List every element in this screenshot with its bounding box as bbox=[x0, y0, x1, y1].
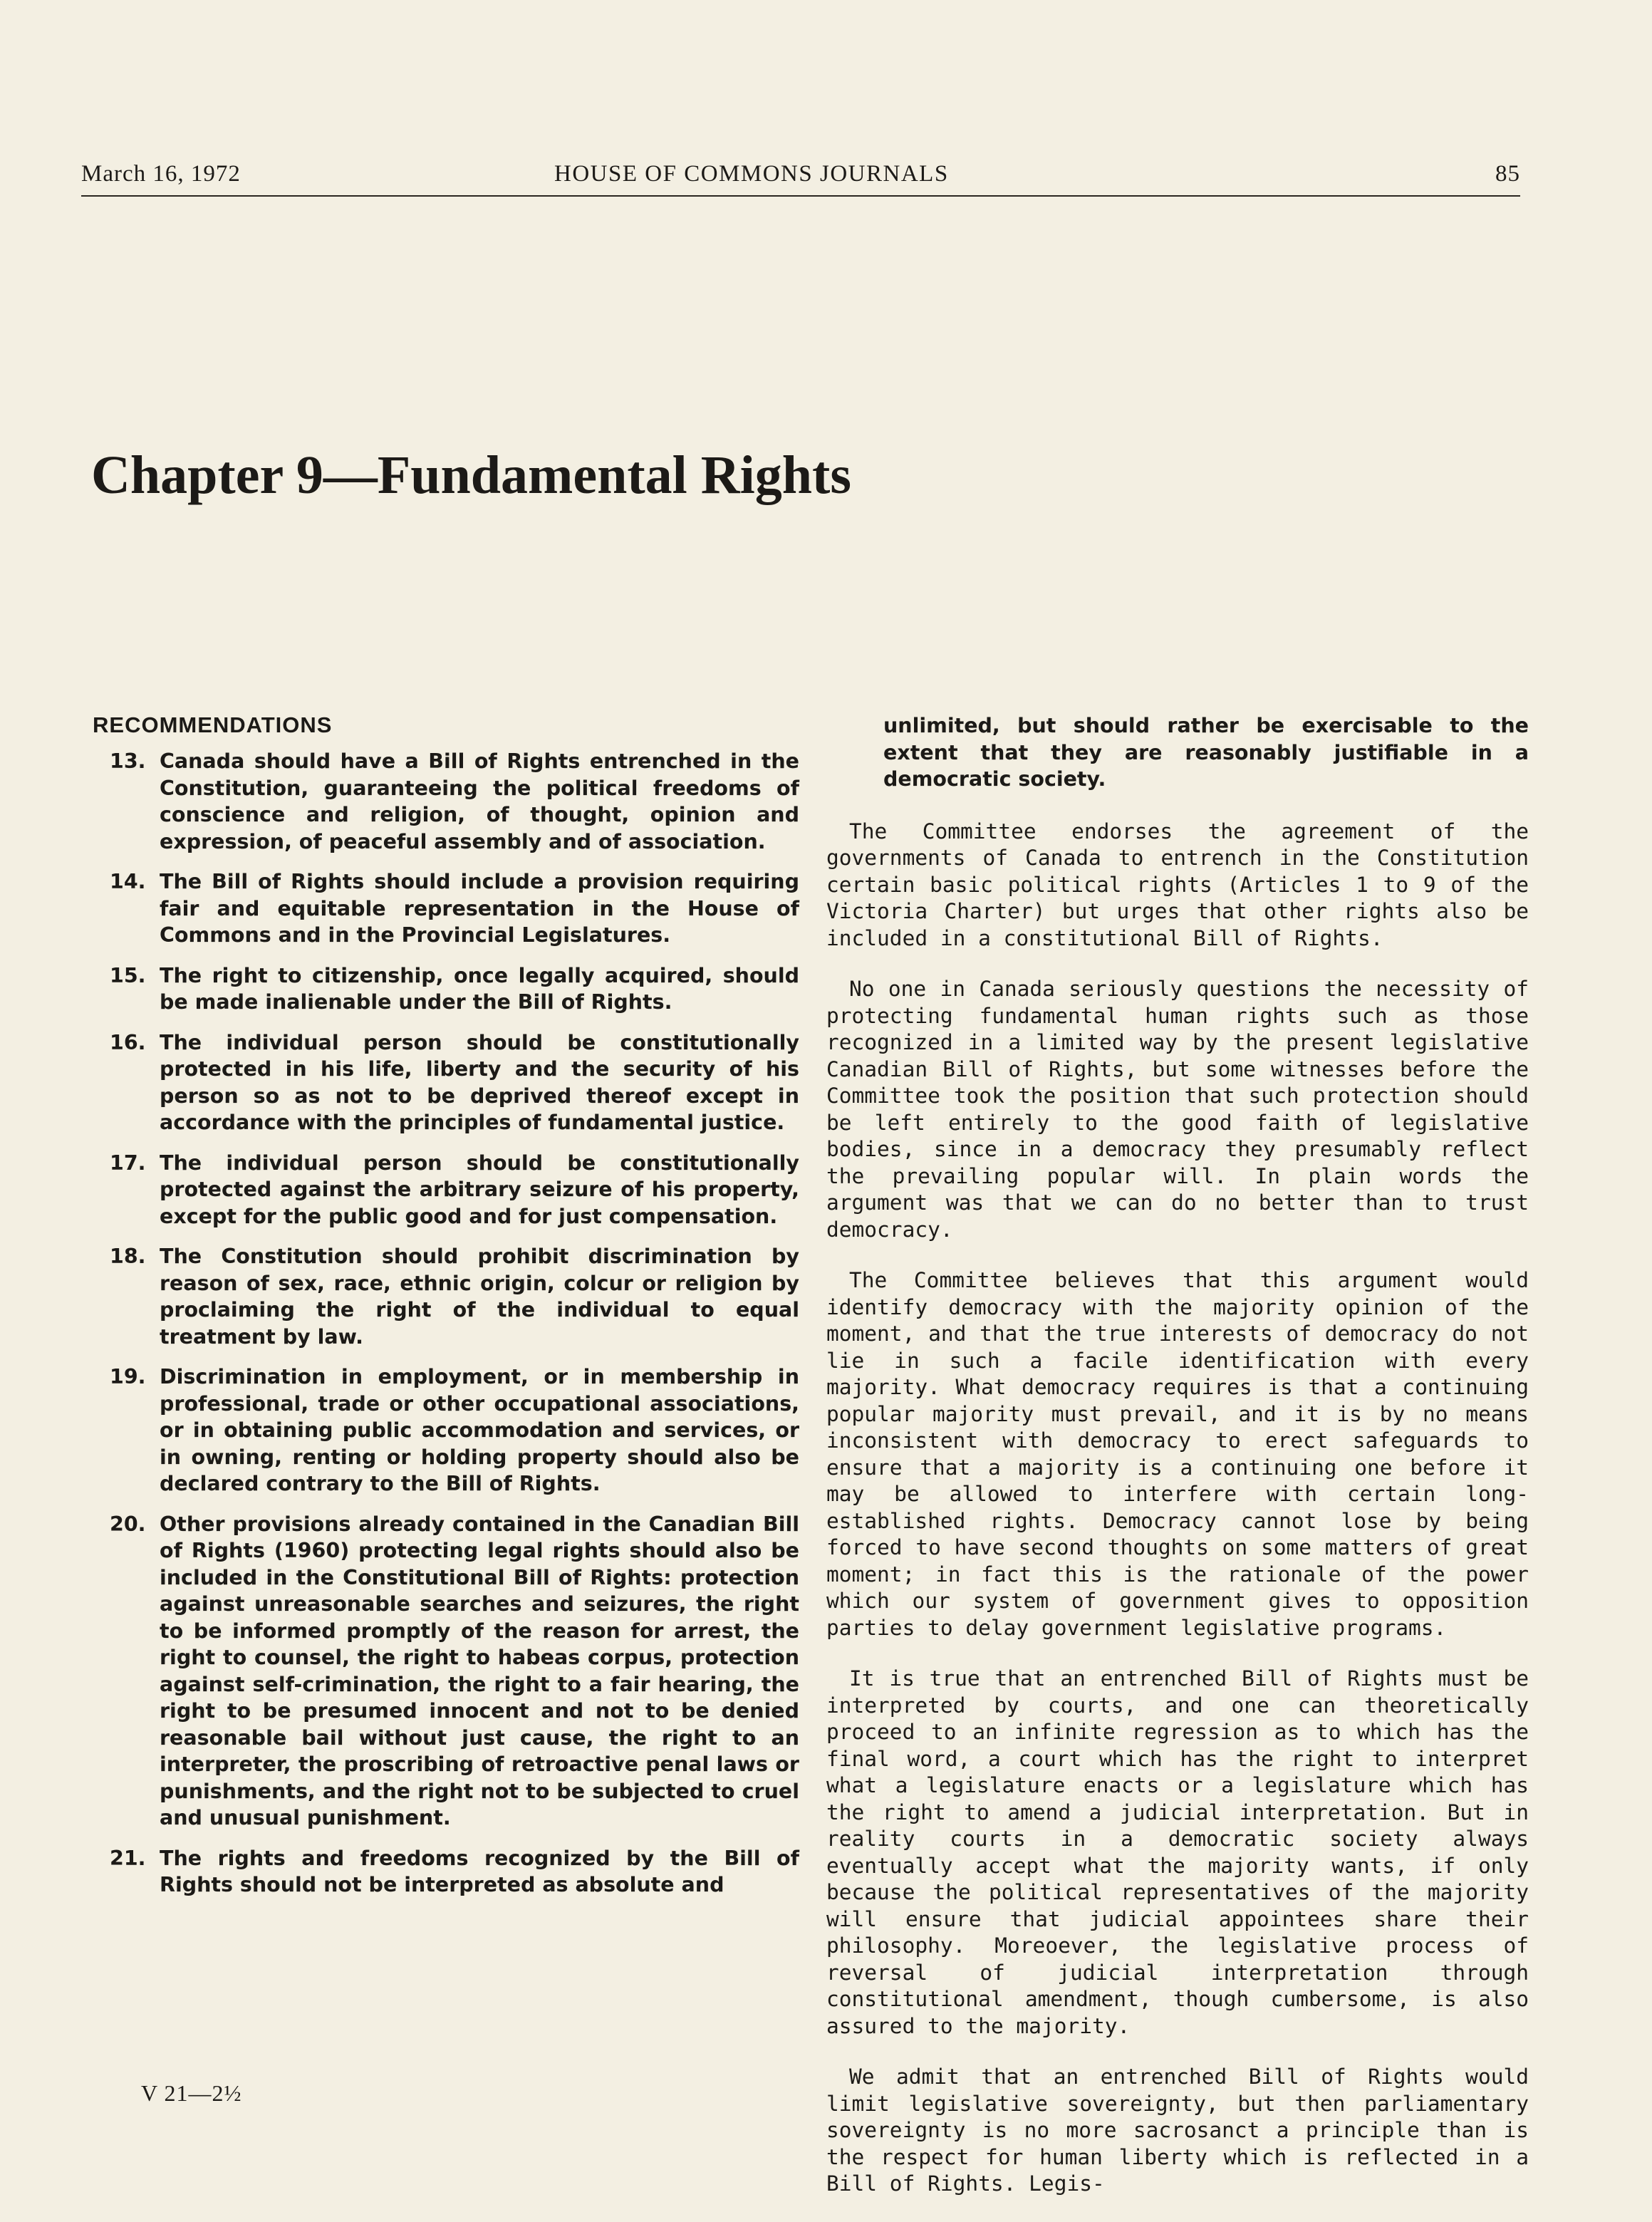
recommendation-text: The individual person should be constitutionally protected in his life, liberty and the security of his person so as not to be deprived thereof except in accordance with the principles of fundamental justice. bbox=[160, 1030, 799, 1134]
recommendations-heading: RECOMMENDATIONS bbox=[93, 712, 333, 737]
recommendation-17 bbox=[93, 1150, 799, 1230]
recommendation-text: Canada should have a Bill of Rights entrenched in the Constitution, guaranteeing the political freedoms of conscience and religion, of thought, opinion and expression, of peaceful assembly and of association. bbox=[160, 749, 799, 853]
recommendation-text: The rights and freedoms recognized by the Bill of Rights should not be interpreted as absolute and bbox=[160, 1846, 799, 1896]
recommendation-number: 19. bbox=[110, 1365, 146, 1388]
recommendation-text: The individual person should be constitutionally protected against the arbitrary seizure of his property, except for the public good and for just compensation. bbox=[160, 1151, 799, 1228]
recommendation-number: 17. bbox=[110, 1151, 146, 1175]
chapter-title: Chapter 9—Fundamental Rights bbox=[91, 445, 851, 505]
recommendation-text: The Bill of Rights should include a provision requiring fair and equitable representation in the House of Commons and in the Provincial Legislatures. bbox=[160, 870, 799, 947]
header-journal-title: HOUSE OF COMMONS JOURNALS bbox=[554, 161, 949, 187]
recommendation-text: The right to citizenship, once legally acquired, should be made inalienable under the Bill of Rights. bbox=[160, 963, 799, 1014]
page-number: 85 bbox=[1495, 161, 1520, 187]
printer-signature: V 21—2½ bbox=[141, 2080, 242, 2106]
recommendations-list bbox=[93, 748, 799, 1899]
right-column bbox=[826, 712, 1529, 2222]
recommendation-number: 20. bbox=[110, 1512, 146, 1536]
recommendation-number: 14. bbox=[110, 870, 146, 893]
recommendation-number: 21. bbox=[110, 1846, 146, 1870]
recommendation-19 bbox=[93, 1364, 799, 1497]
recommendation-18 bbox=[93, 1243, 799, 1350]
recommendation-number: 15. bbox=[110, 963, 146, 987]
recommendation-number: 16. bbox=[110, 1030, 146, 1054]
recommendation-text: The Constitution should prohibit discrimination by reason of sex, race, ethnic origin, colcur or religion by proclaiming the right of the individual to equal treatment by law. bbox=[160, 1245, 799, 1349]
header-rule bbox=[81, 195, 1520, 197]
body-paragraph: The Committee believes that this argument would identify democracy with the majority opinion of the moment, and that the true interests of democracy do not lie in such a facile identification with every majority. What democracy requires is that a continuing popular majority must prevail, and it is by no means inconsistent with democracy to erect safeguards to ensure that a majority is a continuing one before it may be allowed to interfere with certain long-established rights. Democracy cannot lose by being forced to have second thoughts on some matters of great moment; in fact this is the rationale of the power which our system of government gives to opposition parties to delay government legislative programs. bbox=[826, 1268, 1529, 1640]
body-paragraph: The Committee endorses the agreement of the governments of Canada to entrench in the Constitution certain basic political rights (Articles 1 to 9 of the Victoria Charter) but urges that other rights also be included in a constitutional Bill of Rights. bbox=[826, 819, 1529, 950]
body-paragraph: It is true that an entrenched Bill of Rights must be interpreted by courts, and one can theoretically proceed to an infinite regression as to which has the final word, a court which has the right to interpret what a legislature enacts or a legislature which has the right to amend a judicial interpretation. But in reality courts in a democratic society always eventually accept what the majority wants, if only because the political representatives of the majority will ensure that judicial appointees share their philosophy. Moreoever, the legislative process of reversal of judicial interpretation through constitutional amendment, though cumbersome, is also assured to the majority. bbox=[826, 1666, 1529, 2038]
recommendation-15 bbox=[93, 962, 799, 1016]
recommendation-21-continuation: unlimited, but should rather be exercisable to the extent that they are reasonably justifiable in a democratic society. bbox=[883, 714, 1529, 791]
recommendation-13 bbox=[93, 748, 799, 855]
body-paragraph: No one in Canada seriously questions the necessity of protecting fundamental human rights such as those recognized in a limited way by the present legislative Canadian Bill of Rights, but some witnesses before the Committee took the position that such protection should be left entirely to the good faith of legislative bodies, since in a democracy they presumably reflect the prevailing popular will. In plain words the argument was that we can do no better than to trust democracy. bbox=[826, 977, 1529, 1242]
running-header bbox=[81, 161, 1520, 192]
recommendation-16 bbox=[93, 1029, 799, 1136]
recommendation-20 bbox=[93, 1511, 799, 1832]
body-paragraph: We admit that an entrenched Bill of Rights would limit legislative sovereignty, but then parliamentary sovereignty is no more sacrosanct a principle than is the respect for human liberty which is reflected in a Bill of Rights. Legis- bbox=[826, 2065, 1529, 2196]
recommendation-14 bbox=[93, 868, 799, 949]
recommendation-text: Discrimination in employment, or in membership in professional, trade or other occupational associations, or in obtaining public accommodation and services, or in owning, renting or holding property should also be declared contrary to the Bill of Rights. bbox=[160, 1365, 799, 1495]
recommendation-text: Other provisions already contained in the Canadian Bill of Rights (1960) protecting legal rights should also be included in the Constitutional Bill of Rights: protection against unreasonable searches and seizures, the right to be informed promptly of the reason for arrest, the right to counsel, the right to habeas corpus, protection against self-crimination, the right to a fair hearing, the right to be presumed innocent and not to be denied reasonable bail without just cause, the right to an interpreter, the proscribing of retroactive penal laws or punishments, and the right not to be subjected to cruel and unusual punishment. bbox=[160, 1512, 799, 1829]
recommendation-21 bbox=[93, 1845, 799, 1899]
left-column bbox=[93, 712, 799, 1912]
header-date: March 16, 1972 bbox=[81, 161, 241, 187]
recommendation-number: 18. bbox=[110, 1245, 146, 1268]
recommendation-number: 13. bbox=[110, 749, 146, 773]
